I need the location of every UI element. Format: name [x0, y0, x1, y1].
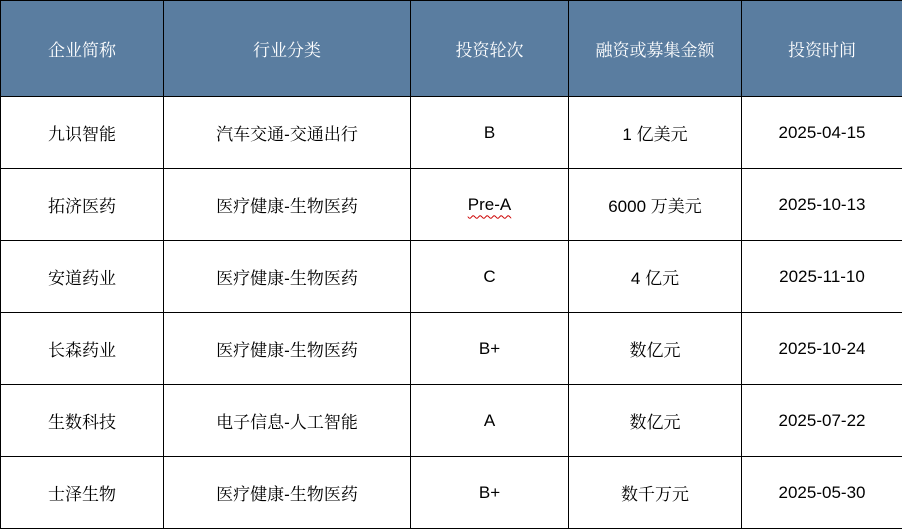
cell-company[interactable]: [1, 169, 164, 241]
table-row: [1, 385, 902, 457]
header-cell-company[interactable]: [1, 1, 164, 97]
cell-amount[interactable]: [569, 241, 742, 313]
header-cell-round[interactable]: [411, 1, 569, 97]
date-text: 2025-05-30: [778, 482, 866, 502]
amount-text: 6000 万美元: [608, 197, 702, 216]
cell-company[interactable]: [1, 313, 164, 385]
amount-text: 数亿元: [629, 413, 681, 432]
round-text: A: [483, 410, 496, 430]
cell-amount[interactable]: [569, 97, 742, 169]
industry-text: 医疗健康-生物医药: [216, 197, 358, 216]
cell-round[interactable]: [411, 97, 569, 169]
cell-amount[interactable]: [569, 313, 742, 385]
date-text: 2025-11-10: [779, 266, 865, 286]
cell-company[interactable]: [1, 97, 164, 169]
round-text: B+: [478, 482, 501, 502]
table-row: [1, 241, 902, 313]
header-cell-industry[interactable]: [164, 1, 411, 97]
cell-industry[interactable]: [164, 457, 411, 529]
table-row: [1, 97, 902, 169]
industry-text: 电子信息-人工智能: [216, 413, 358, 432]
table-header: [1, 1, 902, 97]
cell-round[interactable]: [411, 169, 569, 241]
header-row: [1, 1, 902, 97]
cell-round[interactable]: [411, 313, 569, 385]
table-body: [1, 97, 902, 529]
cell-date[interactable]: [742, 457, 902, 529]
industry-text: 医疗健康-生物医药: [216, 341, 358, 360]
company-text: 安道药业: [48, 269, 116, 288]
company-text: 拓济医药: [48, 197, 116, 216]
industry-text: 汽车交通-交通出行: [216, 125, 358, 144]
cell-round[interactable]: [411, 385, 569, 457]
cell-industry[interactable]: [164, 169, 411, 241]
cell-company[interactable]: [1, 385, 164, 457]
cell-round[interactable]: [411, 241, 569, 313]
header-label-round: 投资轮次: [455, 41, 524, 60]
cell-industry[interactable]: [164, 241, 411, 313]
cell-date[interactable]: [742, 241, 902, 313]
amount-text: 数千万元: [621, 485, 689, 504]
cell-amount[interactable]: [569, 385, 742, 457]
company-text: 士泽生物: [48, 485, 116, 504]
cell-date[interactable]: [742, 385, 902, 457]
cell-date[interactable]: [742, 169, 902, 241]
company-text: 生数科技: [48, 413, 116, 432]
cell-round[interactable]: [411, 457, 569, 529]
cell-industry[interactable]: [164, 313, 411, 385]
cell-industry[interactable]: [164, 97, 411, 169]
industry-text: 医疗健康-生物医药: [216, 485, 358, 504]
table-row: [1, 457, 902, 529]
amount-text: 4 亿元: [630, 269, 680, 288]
cell-company[interactable]: [1, 457, 164, 529]
header-label-industry: 行业分类: [253, 41, 321, 60]
company-text: 长森药业: [48, 341, 116, 360]
cell-industry[interactable]: [164, 385, 411, 457]
company-text: 九识智能: [48, 125, 116, 144]
cell-company[interactable]: [1, 241, 164, 313]
date-text: 2025-10-24: [778, 338, 866, 358]
header-label-date: 投资时间: [788, 41, 856, 60]
header-label-amount: 融资或募集金额: [595, 41, 715, 60]
date-text: 2025-04-15: [778, 122, 866, 142]
header-cell-date[interactable]: [742, 1, 902, 97]
round-text: C: [483, 266, 496, 286]
amount-text: 数亿元: [629, 341, 681, 360]
header-label-company: 企业简称: [48, 41, 116, 60]
round-text: B: [483, 122, 496, 142]
cell-date[interactable]: [742, 97, 902, 169]
cell-amount[interactable]: [569, 457, 742, 529]
table-row: [1, 169, 902, 241]
table-row: [1, 313, 902, 385]
cell-date[interactable]: [742, 313, 902, 385]
cell-amount[interactable]: [569, 169, 742, 241]
date-text: 2025-10-13: [778, 194, 866, 214]
round-text: B+: [478, 338, 501, 358]
amount-text: 1 亿美元: [622, 125, 688, 144]
round-text-spellchecked: Pre-A: [467, 194, 512, 214]
date-text: 2025-07-22: [778, 410, 866, 430]
header-cell-amount[interactable]: [569, 1, 742, 97]
industry-text: 医疗健康-生物医药: [216, 269, 358, 288]
